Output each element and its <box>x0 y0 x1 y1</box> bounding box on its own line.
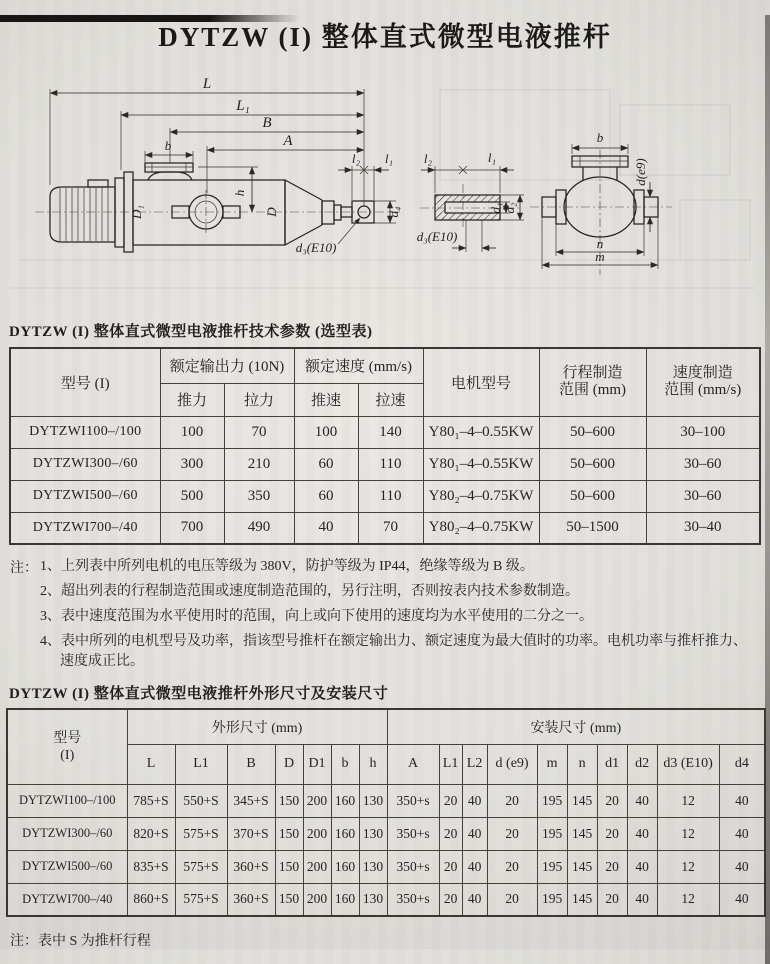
value-cell: 130 <box>359 784 387 817</box>
table2-body <box>7 784 765 916</box>
value-cell: 40 <box>462 817 487 850</box>
header-line: (I) <box>60 747 75 763</box>
value-cell: 350+s <box>387 817 439 850</box>
value-cell: 40 <box>627 784 657 817</box>
table1-caption: DYTZW (I) 整体直式微型电液推杆技术参数 (选型表) <box>9 324 373 340</box>
value-cell: 20 <box>597 817 627 850</box>
table2-caption: DYTZW (I) 整体直式微型电液推杆外形尺寸及安装尺寸 <box>9 686 389 702</box>
header-outline-group: 外形尺寸 (mm) <box>127 709 387 744</box>
value-cell: 110 <box>358 480 423 512</box>
svg-text:m: m <box>595 249 605 264</box>
svg-text:L: L <box>202 76 212 92</box>
value-cell: 100 <box>294 416 358 448</box>
value-cell: 130 <box>359 817 387 850</box>
value-cell: 195 <box>537 883 567 916</box>
column-header: d2 <box>627 744 657 784</box>
column-header: L2 <box>462 744 487 784</box>
header-line: 行程制造 <box>562 365 623 382</box>
column-header: L1 <box>439 744 462 784</box>
engineering-drawing <box>0 60 770 310</box>
svg-text:d(e9): d(e9) <box>633 158 648 186</box>
value-cell: 20 <box>597 883 627 916</box>
svg-text:d₃(E10): d₃(E10) <box>416 229 458 244</box>
table1-body <box>10 416 760 544</box>
value-cell: 700 <box>160 512 224 544</box>
value-cell: 40 <box>627 883 657 916</box>
value-cell: 370+S <box>227 817 275 850</box>
column-header: n <box>567 744 597 784</box>
value-cell: 350 <box>224 480 294 512</box>
value-cell: 195 <box>537 817 567 850</box>
value-cell: 70 <box>224 416 294 448</box>
table-row <box>7 850 765 883</box>
value-cell: 160 <box>331 784 359 817</box>
svg-text:d₄: d₄ <box>386 206 401 218</box>
header-speed-range <box>646 348 760 416</box>
column-header: B <box>227 744 275 784</box>
value-cell: 785+S <box>127 784 175 817</box>
value-cell: 150 <box>275 883 303 916</box>
value-cell: 20 <box>597 784 627 817</box>
notes-prefix: 注： <box>10 561 38 576</box>
page-title: DYTZW (I) 整体直式微型电液推杆 <box>158 22 612 52</box>
value-cell: 550+S <box>175 784 227 817</box>
value-cell: 40 <box>294 512 358 544</box>
column-header: A <box>387 744 439 784</box>
value-cell: 20 <box>439 817 462 850</box>
value-cell: 350+s <box>387 784 439 817</box>
value-cell: Y80₂–4–0.75KW <box>423 512 539 544</box>
value-cell: 345+S <box>227 784 275 817</box>
value-cell: 12 <box>657 784 719 817</box>
value-cell: 40 <box>462 784 487 817</box>
notes-block <box>10 557 750 672</box>
value-cell: 350+s <box>387 850 439 883</box>
bleedthrough-ghost <box>10 90 755 288</box>
svg-text:D₁: D₁ <box>129 205 144 219</box>
value-cell: 300 <box>160 448 224 480</box>
column-header: b <box>331 744 359 784</box>
note-item: 2、超出列表的行程制造范围或速度制造范围的，另行注明，否则按表内技术参数制造。 <box>40 584 579 599</box>
svg-text:D: D <box>264 207 279 217</box>
value-cell: 360+S <box>227 850 275 883</box>
value-cell: 40 <box>627 817 657 850</box>
value-cell: 50–600 <box>539 448 646 480</box>
value-cell: 130 <box>359 850 387 883</box>
header-line: 速度制造 <box>672 365 733 382</box>
value-cell: 130 <box>359 883 387 916</box>
svg-text:n: n <box>596 236 604 251</box>
svg-text:b: b <box>164 138 172 153</box>
value-cell: 60 <box>294 480 358 512</box>
dimensions-table <box>6 708 766 917</box>
value-cell: 860+S <box>127 883 175 916</box>
value-cell: 40 <box>719 784 765 817</box>
scan-artifact-top-bar <box>0 15 300 22</box>
note-item: 4、表中所列的电机型号及功率，指该型号推杆在额定输出力、额定速度为最大值时的功率。电机功率与推杆推力、速度成正比。 <box>40 634 747 669</box>
column-header: d (e9) <box>487 744 537 784</box>
model-cell: DYTZWI700–/40 <box>10 512 160 544</box>
svg-text:l₁: l₁ <box>384 151 394 166</box>
value-cell: 110 <box>358 448 423 480</box>
side-view <box>35 163 400 252</box>
value-cell: 200 <box>303 883 331 916</box>
value-cell: 145 <box>567 817 597 850</box>
value-cell: 160 <box>331 850 359 883</box>
value-cell: 12 <box>657 817 719 850</box>
value-cell: 30–40 <box>646 512 760 544</box>
value-cell: 20 <box>439 883 462 916</box>
header-push-force: 推力 <box>160 383 224 416</box>
svg-text:L₁: L₁ <box>236 98 250 114</box>
table-row <box>7 817 765 850</box>
motor-ribs <box>60 188 108 241</box>
value-cell: Y80₁–4–0.55KW <box>423 416 539 448</box>
svg-text:h: h <box>232 189 247 197</box>
technical-parameters-table <box>9 347 761 545</box>
value-cell: 20 <box>487 817 537 850</box>
value-cell: 500 <box>160 480 224 512</box>
value-cell: 150 <box>275 784 303 817</box>
header-model: 型号 (I) <box>10 348 160 416</box>
value-cell: 20 <box>487 883 537 916</box>
value-cell: 40 <box>719 817 765 850</box>
model-cell: DYTZWI500–/60 <box>7 850 127 883</box>
value-cell: 360+S <box>227 883 275 916</box>
value-cell: 20 <box>487 784 537 817</box>
svg-text:d₃(E10): d₃(E10) <box>295 240 337 255</box>
header-pull-speed: 拉速 <box>358 383 423 416</box>
header-motor-model: 电机型号 <box>423 348 539 416</box>
value-cell: 575+S <box>175 850 227 883</box>
value-cell: Y80₁–4–0.55KW <box>423 448 539 480</box>
table-row <box>7 784 765 817</box>
value-cell: 20 <box>439 850 462 883</box>
column-header: L1 <box>175 744 227 784</box>
value-cell: 575+S <box>175 883 227 916</box>
column-header: m <box>537 744 567 784</box>
value-cell: 12 <box>657 883 719 916</box>
header-line: 范围 (mm) <box>558 382 627 399</box>
column-header: h <box>359 744 387 784</box>
note-item: 1、上列表中所列电机的电压等级为 380V，防护等级为 IP44，绝缘等级为 B 级。 <box>40 559 534 574</box>
column-header: d1 <box>597 744 627 784</box>
value-cell: 30–60 <box>646 480 760 512</box>
svg-text:d₂: d₂ <box>502 202 517 214</box>
model-cell: DYTZWI500–/60 <box>10 480 160 512</box>
svg-text:d₁: d₁ <box>488 202 503 214</box>
value-cell: 70 <box>358 512 423 544</box>
side-view-dimensions <box>50 76 401 255</box>
value-cell: 20 <box>439 784 462 817</box>
value-cell: 490 <box>224 512 294 544</box>
value-cell: 30–100 <box>646 416 760 448</box>
value-cell: 40 <box>719 850 765 883</box>
bottom-note: 注：表中 S 为推杆行程 <box>10 934 151 949</box>
scan-artifact-right-strip <box>765 15 770 964</box>
table-row <box>10 480 760 512</box>
value-cell: 195 <box>537 850 567 883</box>
drawing-svg <box>0 60 770 310</box>
header-model <box>7 709 127 784</box>
value-cell: 145 <box>567 850 597 883</box>
model-cell: DYTZWI100–/100 <box>7 784 127 817</box>
value-cell: 50–600 <box>539 416 646 448</box>
value-cell: 50–600 <box>539 480 646 512</box>
value-cell: 575+S <box>175 817 227 850</box>
value-cell: 40 <box>462 850 487 883</box>
header-rated-force-group: 额定输出力 (10N) <box>160 348 294 383</box>
svg-text:B: B <box>262 115 272 131</box>
table-row <box>10 448 760 480</box>
table-row <box>7 883 765 916</box>
header-install-group: 安装尺寸 (mm) <box>387 709 765 744</box>
value-cell: 150 <box>275 817 303 850</box>
value-cell: 40 <box>462 883 487 916</box>
model-cell: DYTZWI700–/40 <box>7 883 127 916</box>
value-cell: 40 <box>719 883 765 916</box>
value-cell: 160 <box>331 883 359 916</box>
table-row <box>10 512 760 544</box>
column-header: d3 (E10) <box>657 744 719 784</box>
value-cell: 60 <box>294 448 358 480</box>
value-cell: 40 <box>627 850 657 883</box>
value-cell: 140 <box>358 416 423 448</box>
value-cell: 150 <box>275 850 303 883</box>
svg-text:l₁: l₁ <box>487 150 497 165</box>
value-cell: 20 <box>597 850 627 883</box>
note-item: 3、表中速度范围为水平使用时的范围，向上或向下使用的速度均为水平使用的二分之一。 <box>40 609 593 624</box>
value-cell: 100 <box>160 416 224 448</box>
value-cell: 12 <box>657 850 719 883</box>
value-cell: 200 <box>303 784 331 817</box>
value-cell: 820+S <box>127 817 175 850</box>
column-header: d4 <box>719 744 765 784</box>
svg-text:l₂: l₂ <box>351 151 361 166</box>
header-pull-force: 拉力 <box>224 383 294 416</box>
column-header: D <box>275 744 303 784</box>
value-cell: Y80₂–4–0.75KW <box>423 480 539 512</box>
value-cell: 200 <box>303 850 331 883</box>
model-cell: DYTZWI300–/60 <box>7 817 127 850</box>
value-cell: 30–60 <box>646 448 760 480</box>
value-cell: 200 <box>303 817 331 850</box>
header-push-speed: 推速 <box>294 383 358 416</box>
header-line: 型号 <box>53 730 82 746</box>
svg-text:l₂: l₂ <box>423 151 433 166</box>
model-cell: DYTZWI300–/60 <box>10 448 160 480</box>
model-cell: DYTZWI100–/100 <box>10 416 160 448</box>
header-rated-speed-group: 额定速度 (mm/s) <box>294 348 423 383</box>
value-cell: 835+S <box>127 850 175 883</box>
table-row <box>10 416 760 448</box>
column-header: D1 <box>303 744 331 784</box>
column-header: L <box>127 744 175 784</box>
header-line: 范围 (mm/s) <box>664 382 742 399</box>
value-cell: 210 <box>224 448 294 480</box>
value-cell: 145 <box>567 784 597 817</box>
value-cell: 195 <box>537 784 567 817</box>
value-cell: 160 <box>331 817 359 850</box>
value-cell: 350+s <box>387 883 439 916</box>
value-cell: 145 <box>567 883 597 916</box>
svg-text:b: b <box>596 130 604 145</box>
svg-text:A: A <box>283 133 293 149</box>
value-cell: 20 <box>487 850 537 883</box>
header-stroke-range <box>539 348 646 416</box>
value-cell: 50–1500 <box>539 512 646 544</box>
